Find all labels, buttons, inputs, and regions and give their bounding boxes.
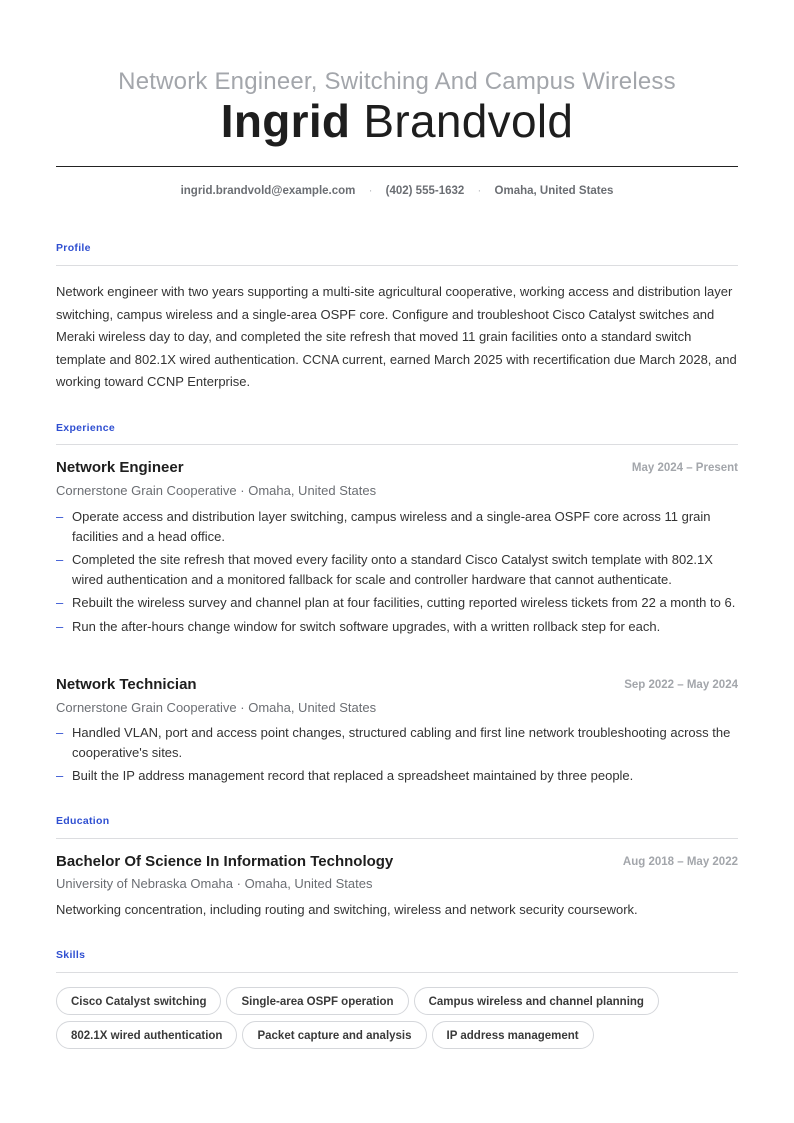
list-item: – Handled VLAN, port and access point changes, structured cabling and first line network troubleshooting across the cooperative's sites. [56,725,731,760]
section-divider [56,444,738,445]
skill-chip: IP address management [432,1021,594,1049]
list-item: – Operate access and distribution layer switching, campus wireless and a single-area OSPF core across 11 grain facilities and a head office. [56,509,711,544]
job-bullets-2 [56,723,738,790]
skill-chip: Packet capture and analysis [242,1021,426,1049]
contact-separator: · [368,185,373,197]
dash-marker: – [56,768,64,783]
skills-list [56,987,756,1055]
job-org-1: Cornerstone Grain Cooperative · Omaha, United States [56,483,377,498]
job-dates-2: Sep 2022 – May 2024 [624,679,738,691]
first-name: Ingrid [220,95,351,147]
job-title-1: Network Engineer [56,459,184,476]
education-note: Networking concentration, including routing and switching, wireless and network security coursework. [56,902,638,917]
degree-title: Bachelor Of Science In Information Technology [56,853,394,870]
list-item: – Rebuilt the wireless survey and channel plan at four facilities, cutting reported wireless tickets from 22 a month to 6. [56,593,738,613]
section-heading-education: Education [56,815,110,827]
dash-marker: – [56,725,64,740]
list-item: – Completed the site refresh that moved every facility onto a standard Cisco Catalyst switch template with 802.1X wired authentication and a monitored fallback for scale and controller hardware that cannot authenticate. [56,552,713,587]
last-name: Brandvold [363,95,574,147]
dash-marker: – [56,595,64,610]
dash-marker: – [56,552,64,567]
list-item: – Run the after-hours change window for switch software upgrades, with a written rollback step for each. [56,617,738,637]
job-dates-1: May 2024 – Present [631,462,738,474]
section-heading-experience: Experience [56,422,116,434]
phone-number: (402) 555-1632 [385,185,465,197]
skill-chip: 802.1X wired authentication [56,1021,237,1049]
dash-marker: – [56,509,64,524]
header-divider [56,166,738,167]
job-title-2: Network Technician [56,676,197,693]
section-divider [56,972,738,973]
school-name: University of Nebraska Omaha · Omaha, United States [56,876,373,891]
section-divider [56,838,738,839]
contact-separator: · [477,185,482,197]
list-item: – Built the IP address management record that replaced a spreadsheet maintained by three people. [56,766,738,786]
job-bullets-1 [56,507,738,640]
section-heading-skills: Skills [56,949,86,961]
skill-chip: Campus wireless and channel planning [414,987,659,1015]
candidate-name [0,94,794,148]
job-title: Network Engineer, Switching And Campus Wireless [118,68,676,95]
skill-chip: Single-area OSPF operation [226,987,408,1015]
education-dates: Aug 2018 – May 2022 [622,856,738,868]
dash-marker: – [56,618,64,634]
location: Omaha, United States [494,185,614,197]
email-link[interactable]: ingrid.brandvold@example.com [180,185,356,197]
contact-line [0,185,794,197]
section-divider [56,265,738,266]
job-org-2: Cornerstone Grain Cooperative · Omaha, United States [56,700,377,715]
profile-summary: Network engineer with two years supporting a multi-site agricultural cooperative, working access and distribution layer switching, campus wireless and a single-area OSPF core. Configure and troubleshoot Cisco Catalyst switches and Meraki wireless day to day, and completed the site refresh that moved 11 grain facilities onto a standard switch template and 802.1X wired authentication. CCNA current, earned March 2025 with recertification due March 2028, and working toward CCNP Enterprise. [56,284,737,389]
skill-chip: Cisco Catalyst switching [56,987,221,1015]
section-heading-profile: Profile [56,242,91,254]
